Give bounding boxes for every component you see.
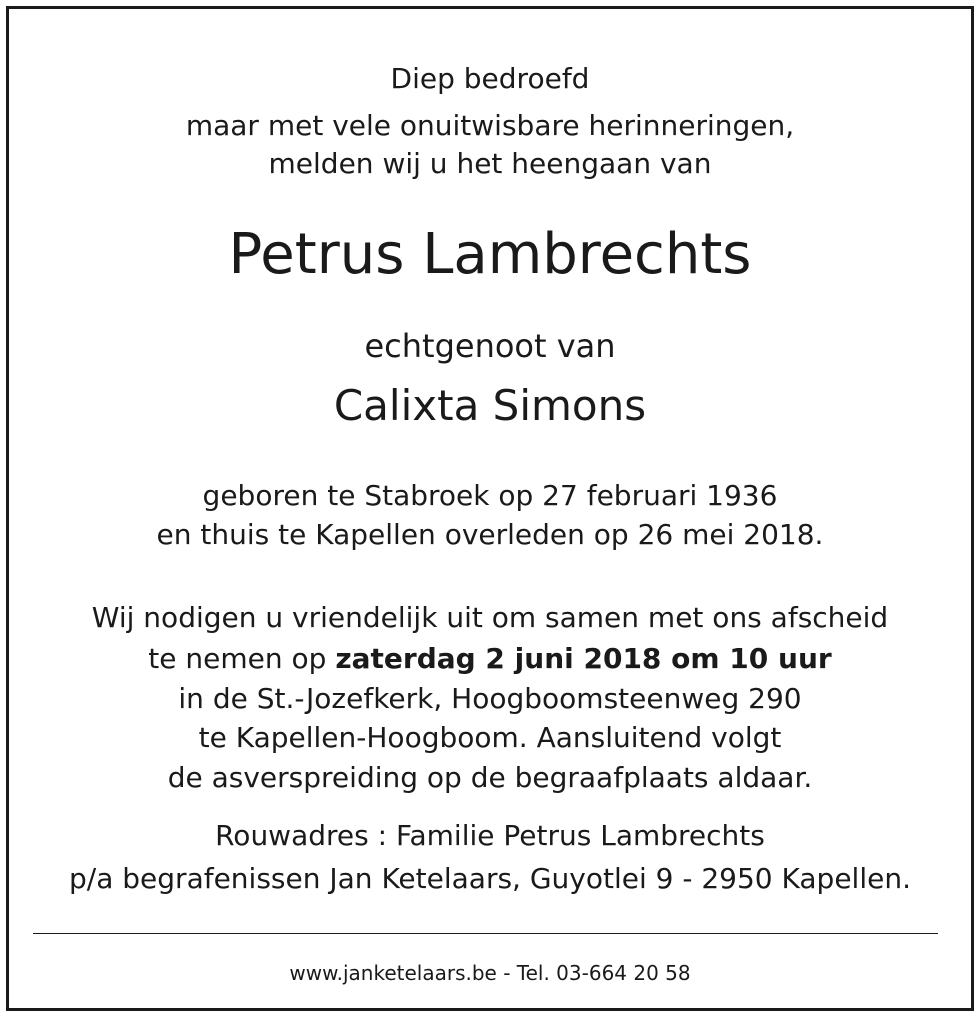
ceremony-line-3: in de St.-Jozefkerk, Hoogboomsteenweg 290 xyxy=(178,682,802,715)
ceremony-line-5: de asverspreiding op de begraafplaats aldaar. xyxy=(167,761,813,794)
spouse-intro: echtgenoot van xyxy=(364,327,616,365)
ceremony-line-1: Wij nodigen u vriendelijk uit om samen met ons afscheid xyxy=(91,601,889,634)
ceremony-line-2-prefix: te nemen op xyxy=(148,642,336,675)
intro-line-3: melden wij u het heengaan van xyxy=(268,147,712,180)
death-line: en thuis te Kapellen overleden op 26 mei 2018. xyxy=(156,518,824,551)
intro-line-1: Diep bedroefd xyxy=(390,62,590,95)
ceremony-line-2 xyxy=(0,642,980,675)
intro-line-2: maar met vele onuitwisbare herinneringen, xyxy=(185,109,795,142)
footer-contact: www.janketelaars.be - Tel. 03-664 20 58 xyxy=(289,961,691,985)
spouse-name: Calixta Simons xyxy=(333,381,647,430)
divider xyxy=(33,933,938,934)
deceased-name: Petrus Lambrechts xyxy=(228,222,752,287)
ceremony-date-time: zaterdag 2 juni 2018 om 10 uur xyxy=(335,642,832,675)
ceremony-line-4: te Kapellen-Hoogboom. Aansluitend volgt xyxy=(198,721,782,754)
address-line-1: Rouwadres : Familie Petrus Lambrechts xyxy=(215,819,765,852)
birth-line: geboren te Stabroek op 27 februari 1936 xyxy=(202,479,778,512)
address-line-2: p/a begrafenissen Jan Ketelaars, Guyotlei 9 - 2950 Kapellen. xyxy=(69,862,911,895)
